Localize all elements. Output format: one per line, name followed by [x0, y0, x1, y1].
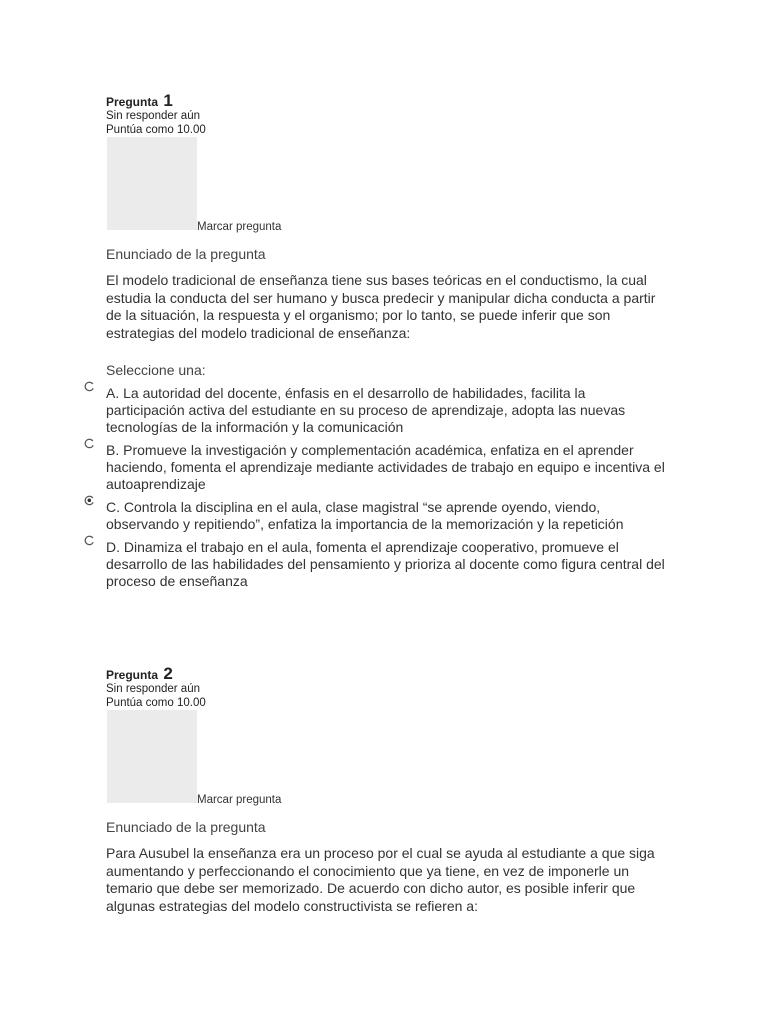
answer-option-text: D. Dinamiza el trabajo en el aula, fomenta el aprendizaje cooperativo, promueve el desarrollo de las habilidades del pensamiento y prioriza al docente como figura central del proceso de enseñanza: [106, 539, 665, 589]
statement-text: Para Ausubel la enseñanza era un proceso por el cual se ayuda al estudiante a que siga aumentando y perfeccionando el conocimiento que ya tiene, en vez de imponerle un temario que debe ser memorizado. De acuerdo con dicho autor, es posible inferir que algunas estrategias del modelo constructivista se refieren a:: [106, 845, 655, 914]
answer-option-text: B. Promueve la investigación y complementación académica, enfatiza en el aprender haciendo, fomenta el aprendizaje mediante actividades de trabajo en equipo e incentiva el autoaprendizaje: [106, 442, 665, 492]
answer-option-text: C. Controla la disciplina en el aula, clase magistral “se aprende oyendo, viendo, observando y repitiendo”, enfatiza la importancia de la memorización y la repetición: [106, 499, 624, 532]
select-prompt: Seleccione una:: [106, 362, 206, 378]
radio-unchecked-icon[interactable]: [84, 438, 95, 449]
flag-question-area: [106, 710, 666, 806]
question-status: Sin responder aún: [106, 110, 200, 122]
answer-option-text: A. La autoridad del docente, énfasis en el desarrollo de habilidades, facilita la participación activa del estudiante en su proceso de aprendizaje, adopta las nuevas tecnologías de la información y la comunicación: [106, 385, 626, 435]
question-1-header: [106, 91, 666, 110]
question-label: Pregunta: [106, 95, 159, 109]
question-number: 2: [163, 664, 173, 683]
question-2-header: [106, 664, 666, 683]
radio-unchecked-icon[interactable]: [84, 535, 95, 546]
question-1: [106, 91, 666, 590]
question-score: Puntúa como 10.00: [106, 124, 206, 136]
question-number: 1: [163, 91, 173, 110]
statement-text: El modelo tradicional de enseñanza tiene sus bases teóricas en el conductismo, la cual estudia la conducta del ser humano y busca predecir y manipular dicha conducta a partir de la situación, la respuesta y el organismo; por lo tanto, se puede inferir que son estrategias del modelo tradicional de enseñanza:: [106, 272, 656, 341]
answer-option-d[interactable]: [106, 539, 666, 590]
question-score: Puntúa como 10.00: [106, 697, 206, 709]
question-2: [106, 664, 666, 915]
statement-title: Enunciado de la pregunta: [106, 819, 266, 835]
flag-icon[interactable]: [107, 710, 197, 803]
answer-option-c[interactable]: [106, 499, 666, 533]
radio-checked-icon[interactable]: [84, 495, 95, 506]
question-label: Pregunta: [106, 668, 159, 682]
flag-question-link[interactable]: Marcar pregunta: [197, 221, 282, 233]
flag-question-area: [106, 137, 666, 233]
statement-title: Enunciado de la pregunta: [106, 246, 266, 262]
answer-option-a[interactable]: [106, 385, 666, 436]
question-status: Sin responder aún: [106, 683, 200, 695]
radio-unchecked-icon[interactable]: [84, 381, 95, 392]
flag-question-link[interactable]: Marcar pregunta: [197, 794, 282, 806]
flag-icon[interactable]: [107, 137, 197, 230]
answer-option-b[interactable]: [106, 442, 666, 493]
